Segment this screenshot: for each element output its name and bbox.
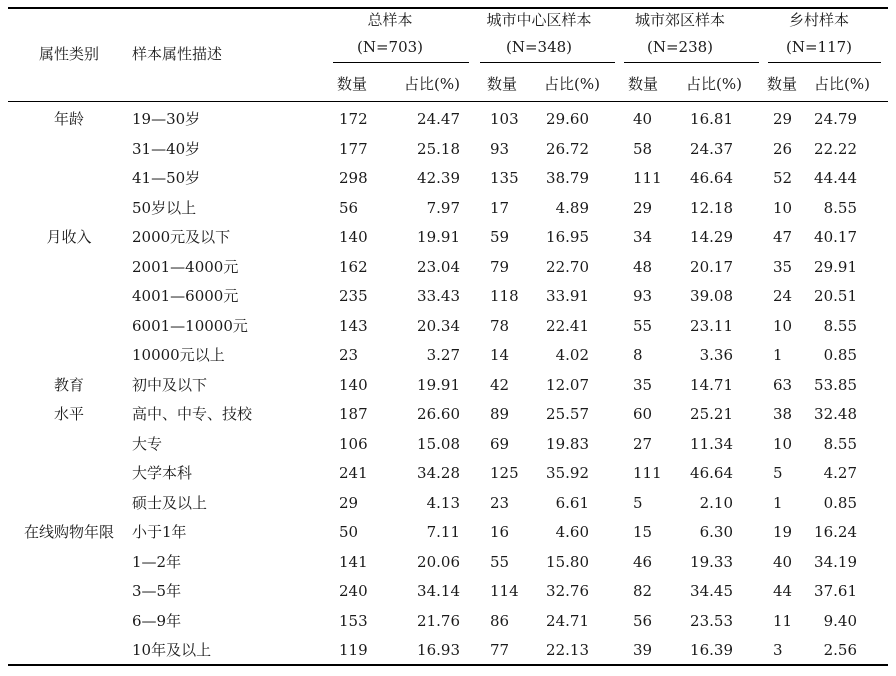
count-cell: 40	[633, 110, 653, 128]
pct-cell: 32.48	[814, 405, 857, 423]
count-cell: 69	[490, 434, 510, 453]
count-cell: 14	[490, 346, 510, 364]
pct-cell: 26.72	[546, 139, 589, 158]
col-count-total: 数量	[336, 75, 368, 93]
pct-cell: 4.02	[555, 346, 589, 364]
row-description: 大专	[132, 434, 163, 453]
group-title-urban: 城市中心区样本	[486, 11, 592, 29]
pct-cell: 19.33	[690, 552, 733, 571]
row-description: 10年及以上	[132, 641, 212, 659]
pct-cell: 4.60	[555, 523, 589, 541]
pct-cell: 6.30	[699, 523, 733, 541]
count-cell: 77	[490, 641, 510, 659]
row-description: 初中及以下	[132, 375, 208, 394]
pct-cell: 3.27	[426, 346, 460, 364]
group-n-urban: (N=348)	[505, 38, 573, 56]
count-cell: 29	[773, 110, 793, 128]
pct-cell: 15.08	[417, 434, 460, 453]
pct-cell: 8.55	[823, 434, 857, 453]
count-cell: 60	[633, 405, 653, 423]
pct-cell: 7.97	[426, 198, 460, 217]
col-pct-rural: 占比(%)	[814, 75, 870, 93]
count-cell: 111	[633, 169, 662, 187]
count-cell: 5	[773, 464, 783, 482]
pct-cell: 24.37	[690, 139, 733, 158]
group-n-rural: (N=117)	[785, 38, 853, 56]
count-cell: 44	[773, 582, 793, 600]
pct-cell: 4.13	[426, 493, 460, 512]
count-cell: 47	[773, 228, 793, 246]
pct-cell: 34.14	[417, 582, 460, 600]
table-row	[0, 346, 896, 364]
count-cell: 52	[773, 169, 793, 187]
count-cell: 153	[339, 611, 368, 630]
row-description: 高中、中专、技校	[132, 405, 253, 423]
pct-cell: 34.19	[814, 552, 857, 571]
count-cell: 59	[490, 228, 510, 246]
pct-cell: 23.53	[690, 611, 733, 630]
pct-cell: 22.70	[546, 257, 589, 276]
pct-cell: 24.47	[417, 110, 460, 128]
pct-cell: 34.28	[417, 464, 460, 482]
pct-cell: 34.45	[690, 582, 733, 600]
count-cell: 143	[339, 316, 368, 335]
pct-cell: 35.92	[546, 464, 589, 482]
count-cell: 29	[633, 198, 653, 217]
col-count-rural: 数量	[766, 75, 798, 93]
row-description: 2000元及以下	[132, 228, 231, 246]
table-row	[0, 435, 896, 453]
count-cell: 40	[773, 552, 793, 571]
count-cell: 23	[490, 493, 510, 512]
pct-cell: 20.17	[690, 257, 733, 276]
count-cell: 82	[633, 582, 653, 600]
count-cell: 103	[490, 110, 519, 128]
group-n-total: (N=703)	[356, 38, 424, 56]
pct-cell: 16.24	[814, 523, 857, 541]
pct-cell: 25.21	[690, 405, 733, 423]
table-row	[0, 641, 896, 659]
pct-cell: 22.22	[814, 139, 857, 158]
pct-cell: 24.71	[546, 611, 589, 630]
pct-cell: 16.81	[690, 110, 733, 128]
count-cell: 17	[490, 198, 510, 217]
count-cell: 140	[339, 375, 368, 394]
count-cell: 48	[633, 257, 653, 276]
count-cell: 5	[633, 493, 643, 512]
count-cell: 162	[339, 257, 368, 276]
count-cell: 140	[339, 228, 368, 246]
pct-cell: 14.29	[690, 228, 733, 246]
count-cell: 56	[339, 198, 359, 217]
table-row	[0, 228, 896, 246]
top-rule	[8, 7, 888, 9]
row-description: 6001—10000元	[132, 316, 248, 335]
col-pct-suburban: 占比(%)	[686, 75, 742, 93]
pct-cell: 19.91	[417, 228, 460, 246]
category-label: 年龄	[53, 110, 85, 128]
group-n-suburban: (N=238)	[646, 38, 714, 56]
group-underline-rural	[768, 62, 881, 63]
pct-cell: 23.11	[690, 316, 733, 335]
table-row	[0, 199, 896, 217]
count-cell: 11	[773, 611, 793, 630]
count-cell: 56	[633, 611, 653, 630]
pct-cell: 15.80	[546, 552, 589, 571]
count-cell: 79	[490, 257, 510, 276]
header-category: 属性类别	[38, 45, 100, 63]
count-cell: 241	[339, 464, 368, 482]
row-description: 3—5年	[132, 582, 182, 600]
count-cell: 46	[633, 552, 653, 571]
row-description: 6—9年	[132, 611, 182, 630]
count-cell: 1	[773, 493, 783, 512]
table-row	[0, 523, 896, 541]
pct-cell: 29.60	[546, 110, 589, 128]
table-row	[0, 405, 896, 423]
pct-cell: 25.18	[417, 139, 460, 158]
pct-cell: 19.91	[417, 375, 460, 394]
count-cell: 16	[490, 523, 510, 541]
row-description: 10000元以上	[132, 346, 225, 364]
header-description: 样本属性描述	[132, 45, 223, 63]
row-description: 小于1年	[132, 523, 187, 541]
table-row	[0, 376, 896, 394]
pct-cell: 33.43	[417, 287, 460, 305]
row-description: 4001—6000元	[132, 287, 239, 305]
group-title-rural: 乡村样本	[788, 11, 850, 29]
count-cell: 89	[490, 405, 510, 423]
pct-cell: 22.41	[546, 316, 589, 335]
pct-cell: 11.34	[690, 434, 733, 453]
pct-cell: 16.95	[546, 228, 589, 246]
pct-cell: 12.18	[690, 198, 733, 217]
group-underline-urban	[480, 62, 615, 63]
row-description: 硕士及以上	[132, 493, 208, 512]
bottom-rule	[8, 664, 888, 666]
table-row	[0, 140, 896, 158]
pct-cell: 4.27	[823, 464, 857, 482]
count-cell: 8	[633, 346, 643, 364]
pct-cell: 20.51	[814, 287, 857, 305]
pct-cell: 8.55	[823, 198, 857, 217]
count-cell: 114	[490, 582, 519, 600]
count-cell: 55	[490, 552, 510, 571]
count-cell: 172	[339, 110, 368, 128]
pct-cell: 3.36	[699, 346, 733, 364]
pct-cell: 22.13	[546, 641, 589, 659]
pct-cell: 24.79	[814, 110, 857, 128]
count-cell: 106	[339, 434, 368, 453]
count-cell: 141	[339, 552, 368, 571]
row-description: 1—2年	[132, 552, 182, 571]
table-row	[0, 317, 896, 335]
count-cell: 118	[490, 287, 519, 305]
pct-cell: 8.55	[823, 316, 857, 335]
row-description: 41—50岁	[132, 169, 201, 187]
count-cell: 35	[633, 375, 653, 394]
count-cell: 55	[633, 316, 653, 335]
group-underline-total	[333, 62, 469, 63]
count-cell: 15	[633, 523, 653, 541]
count-cell: 27	[633, 434, 653, 453]
count-cell: 1	[773, 346, 783, 364]
count-cell: 187	[339, 405, 368, 423]
count-cell: 3	[773, 641, 783, 659]
row-description: 50岁以上	[132, 198, 197, 217]
table-row	[0, 287, 896, 305]
count-cell: 34	[633, 228, 653, 246]
count-cell: 23	[339, 346, 359, 364]
pct-cell: 46.64	[690, 464, 733, 482]
count-cell: 240	[339, 582, 368, 600]
count-cell: 50	[339, 523, 359, 541]
pct-cell: 14.71	[690, 375, 733, 394]
pct-cell: 16.93	[417, 641, 460, 659]
count-cell: 125	[490, 464, 519, 482]
pct-cell: 39.08	[690, 287, 733, 305]
pct-cell: 20.34	[417, 316, 460, 335]
pct-cell: 37.61	[814, 582, 857, 600]
pct-cell: 9.40	[823, 611, 857, 630]
count-cell: 10	[773, 198, 793, 217]
pct-cell: 21.76	[417, 611, 460, 630]
row-description: 大学本科	[132, 464, 193, 482]
count-cell: 42	[490, 375, 510, 394]
table-row	[0, 464, 896, 482]
pct-cell: 23.04	[417, 257, 460, 276]
count-cell: 35	[773, 257, 793, 276]
table-row	[0, 258, 896, 276]
pct-cell: 4.89	[555, 198, 589, 217]
table-row	[0, 612, 896, 630]
pct-cell: 2.10	[699, 493, 733, 512]
row-description: 31—40岁	[132, 139, 201, 158]
count-cell: 38	[773, 405, 793, 423]
pct-cell: 44.44	[814, 169, 857, 187]
table-row	[0, 494, 896, 512]
count-cell: 135	[490, 169, 519, 187]
pct-cell: 29.91	[814, 257, 857, 276]
count-cell: 93	[633, 287, 653, 305]
pct-cell: 40.17	[814, 228, 857, 246]
pct-cell: 53.85	[814, 375, 857, 394]
category-label: 在线购物年限	[23, 523, 115, 541]
pct-cell: 16.39	[690, 641, 733, 659]
col-pct-total: 占比(%)	[404, 75, 460, 93]
col-count-urban: 数量	[486, 75, 518, 93]
pct-cell: 26.60	[417, 405, 460, 423]
group-title-total: 总样本	[367, 11, 413, 29]
pct-cell: 12.07	[546, 375, 589, 394]
pct-cell: 25.57	[546, 405, 589, 423]
table-row	[0, 582, 896, 600]
pct-cell: 7.11	[426, 523, 460, 541]
count-cell: 26	[773, 139, 793, 158]
pct-cell: 0.85	[823, 493, 857, 512]
count-cell: 24	[773, 287, 793, 305]
table-row	[0, 553, 896, 571]
count-cell: 19	[773, 523, 793, 541]
category-label: 月收入	[46, 228, 92, 246]
count-cell: 10	[773, 434, 793, 453]
table-row	[0, 110, 896, 128]
count-cell: 86	[490, 611, 510, 630]
count-cell: 235	[339, 287, 368, 305]
pct-cell: 20.06	[417, 552, 460, 571]
count-cell: 93	[490, 139, 510, 158]
count-cell: 29	[339, 493, 359, 512]
col-pct-urban: 占比(%)	[544, 75, 600, 93]
count-cell: 177	[339, 139, 368, 158]
count-cell: 111	[633, 464, 662, 482]
count-cell: 10	[773, 316, 793, 335]
pct-cell: 42.39	[417, 169, 460, 187]
pct-cell: 0.85	[823, 346, 857, 364]
pct-cell: 46.64	[690, 169, 733, 187]
col-count-suburban: 数量	[627, 75, 659, 93]
header-rule	[8, 101, 888, 102]
count-cell: 78	[490, 316, 510, 335]
pct-cell: 38.79	[546, 169, 589, 187]
count-cell: 58	[633, 139, 653, 158]
row-description: 2001—4000元	[132, 257, 239, 276]
count-cell: 63	[773, 375, 793, 394]
category-label: 教育	[53, 375, 85, 394]
count-cell: 39	[633, 641, 653, 659]
pct-cell: 33.91	[546, 287, 589, 305]
group-underline-suburban	[624, 62, 759, 63]
pct-cell: 32.76	[546, 582, 589, 600]
count-cell: 119	[339, 641, 368, 659]
count-cell: 298	[339, 169, 368, 187]
pct-cell: 19.83	[546, 434, 589, 453]
group-title-suburban: 城市郊区样本	[634, 11, 726, 29]
pct-cell: 2.56	[823, 641, 857, 659]
row-description: 19—30岁	[132, 110, 201, 128]
table-row	[0, 169, 896, 187]
category-label: 水平	[53, 405, 85, 423]
pct-cell: 6.61	[555, 493, 589, 512]
